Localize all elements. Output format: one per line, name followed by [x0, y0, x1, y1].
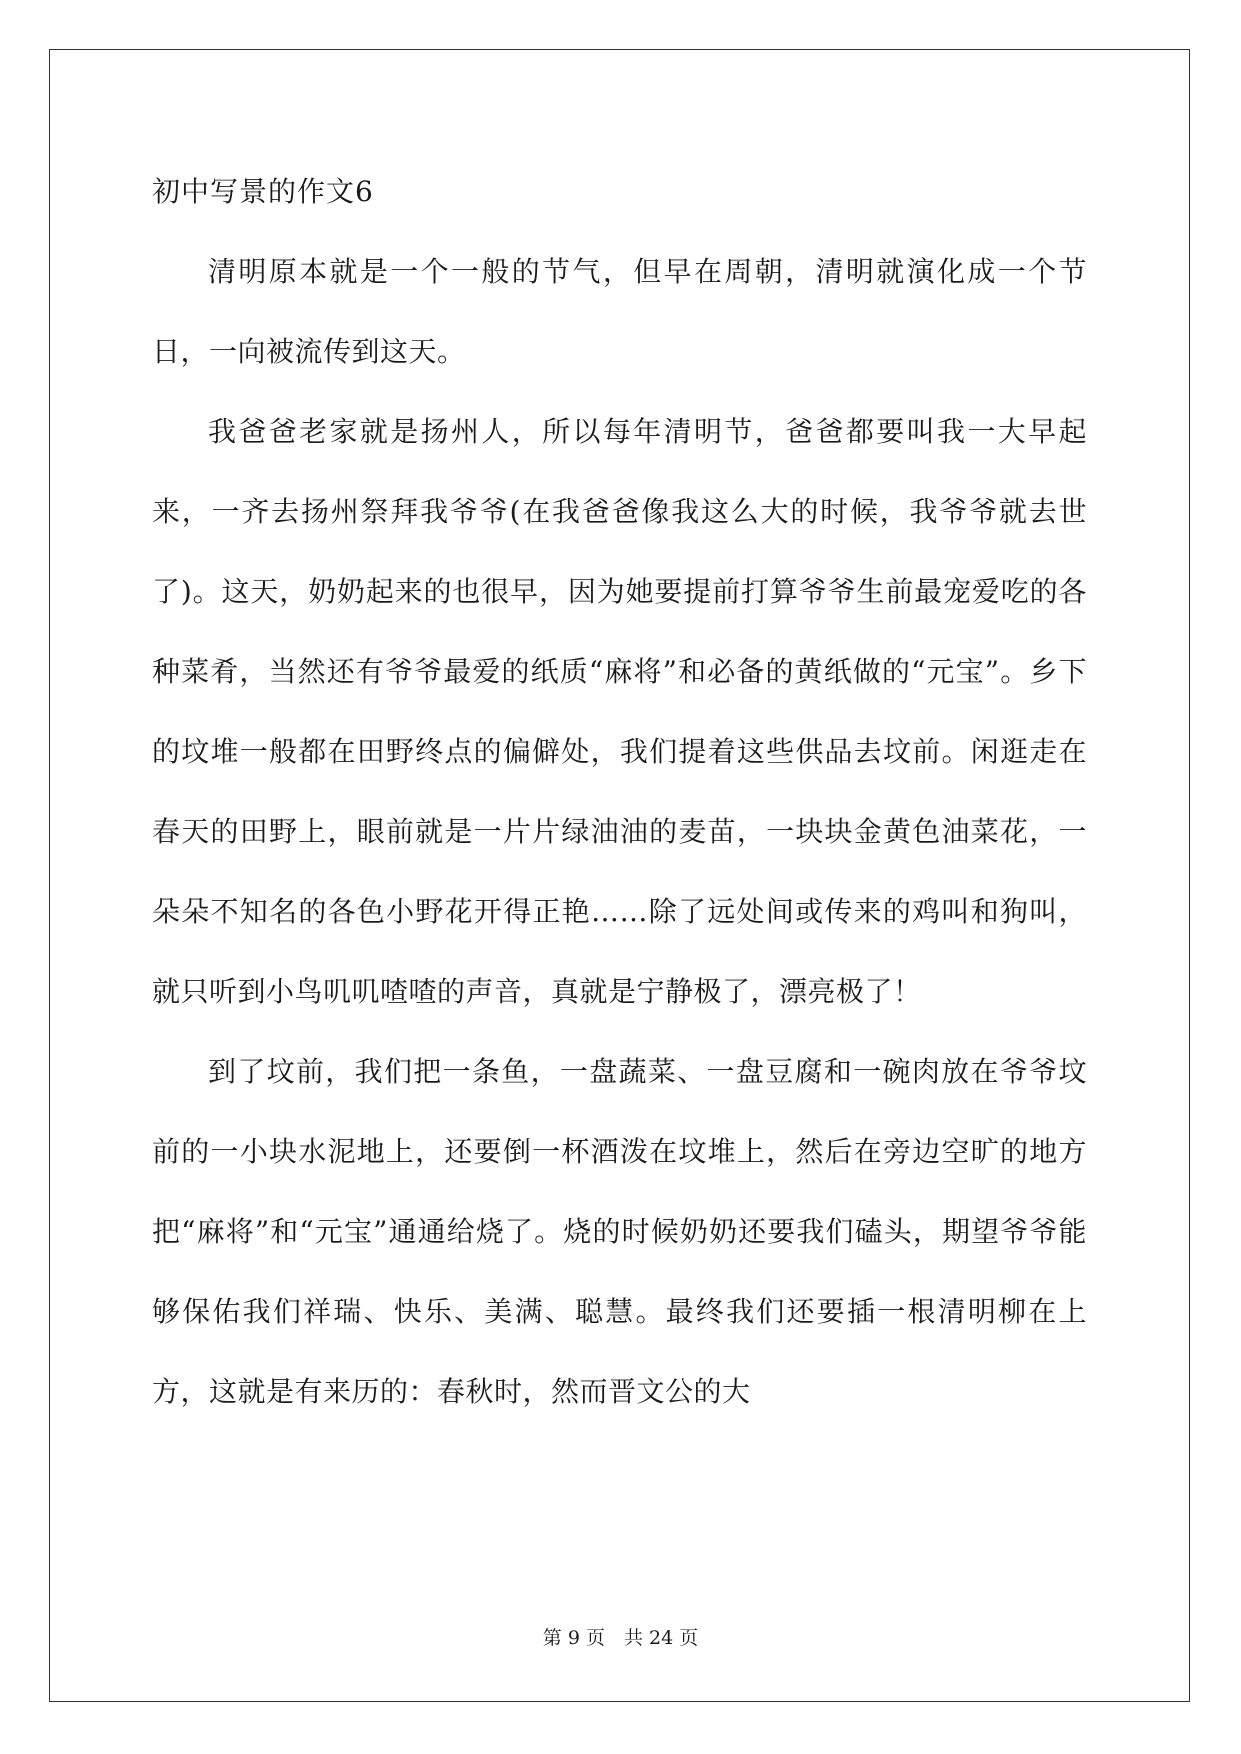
page-footer: 第 9 页 共 24 页 — [542, 1627, 699, 1649]
paragraph-1: 清明原本就是一个一般的节气，但早在周朝，清明就演化成一个节日，一向被流传到这天。 — [152, 255, 1087, 368]
document-body — [152, 152, 1087, 1432]
document-title: 初中写景的作文6 — [152, 175, 374, 208]
paragraph-2: 我爸爸老家就是扬州人，所以每年清明节，爸爸都要叫我一大早起来，一齐去扬州祭拜我爷爷(在我爸爸像我这么大的时候，我爷爷就去世了)。这天，奶奶起来的也很早，因为她要提前打算爷爷生前最宠爱吃的各种菜肴，当然还有爷爷最爱的纸质“麻将”和必备的黄纸做的“元宝”。乡下的坟堆一般都在田野终点的偏僻处，我们提着这些供品去坟前。闲逛走在春天的田野上，眼前就是一片片绿油油的麦苗，一块块金黄色油菜花，一朵朵不知名的各色小野花开得正艳……除了远处间或传来的鸡叫和狗叫，就只听到小鸟叽叽喳喳的声音，真就是宁静极了，漂亮极了！ — [152, 415, 1087, 1008]
paragraph-3: 到了坟前，我们把一条鱼，一盘蔬菜、一盘豆腐和一碗肉放在爷爷坟前的一小块水泥地上，还要倒一杯酒泼在坟堆上，然后在旁边空旷的地方把“麻将”和“元宝”通通给烧了。烧的时候奶奶还要我们磕头，期望爷爷能够保佑我们祥瑞、快乐、美满、聪慧。最终我们还要插一根清明柳在上方，这就是有来历的：春秋时，然而晋文公的大 — [152, 1055, 1087, 1408]
